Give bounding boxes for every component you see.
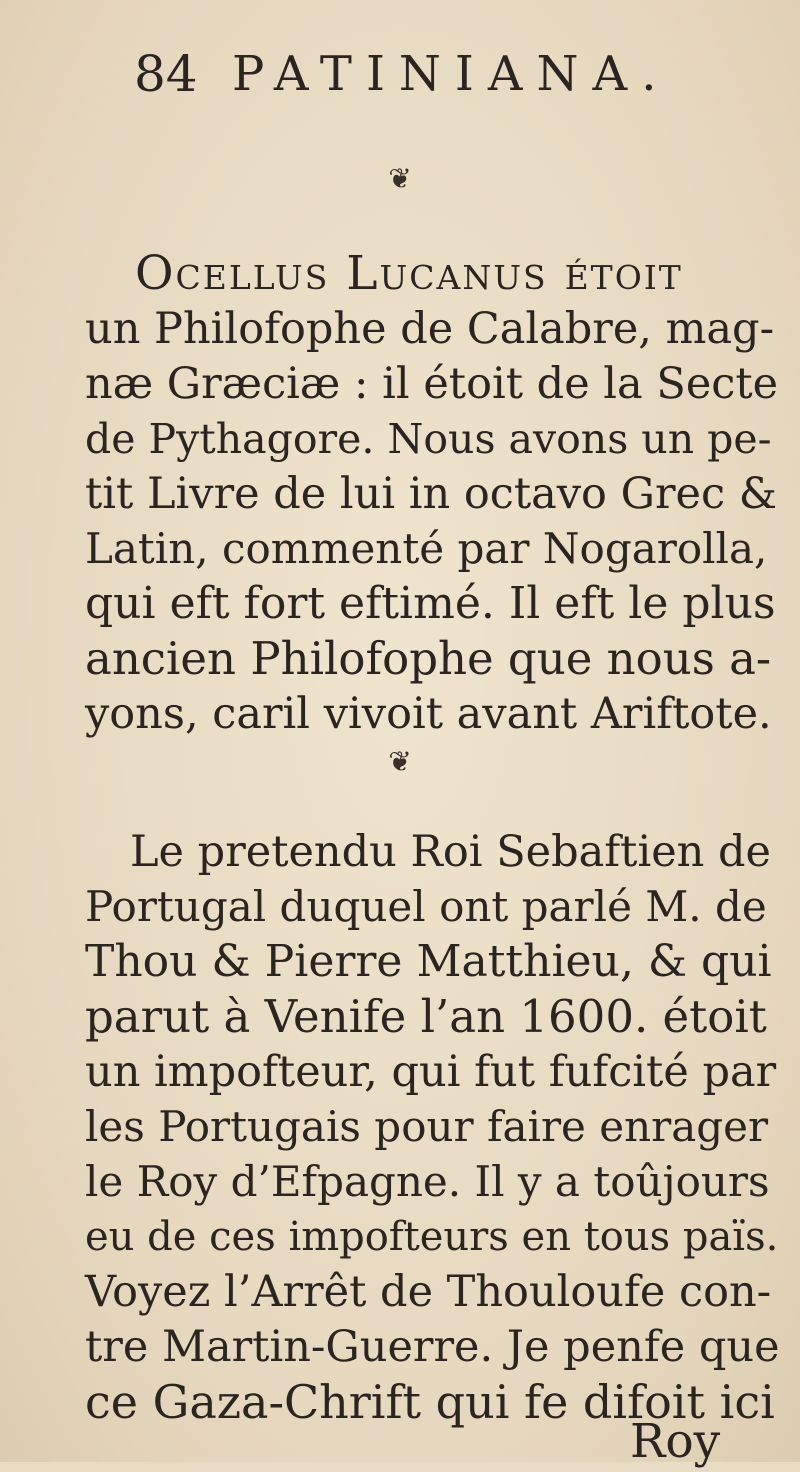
text-line: Ocellus Lucanus étoit [135, 246, 683, 301]
text-line: ancien Philofophe que nous a- [85, 632, 772, 685]
page-header [118, 44, 718, 104]
text-line: parut à Venife l’an 1600. étoit [85, 990, 767, 1043]
running-title: PATINIANA. [232, 46, 671, 102]
fleuron-ornament: ❦ [388, 162, 412, 195]
text-line: yons, caril vivoit avant Ariftote. [85, 689, 772, 739]
text-line: de Pythagore. Nous avons un pe- [85, 415, 772, 463]
text-line: ce Gaza-Chrift qui fe difoit ici [85, 1375, 775, 1429]
text-line: Voyez l’Arrêt de Thouloufe con- [85, 1267, 772, 1317]
fleuron-ornament: ❦ [388, 745, 412, 778]
text-line: Le pretendu Roi Sebaftien de [130, 827, 771, 877]
text-line: Latin, commenté par Nogarolla, [85, 524, 768, 573]
text-line: un impofteur, qui fut fufcité par [85, 1047, 777, 1097]
text-line: Thou & Pierre Matthieu, & qui [85, 936, 772, 987]
text-line: tre Martin-Guerre. Je penfe que [85, 1322, 780, 1372]
text-line: un Philofophe de Calabre, mag- [85, 304, 775, 354]
text-line: tit Livre de lui in octavo Grec & [85, 469, 777, 519]
text-line: le Roy d’Efpagne. Il y a toûjours [85, 1157, 770, 1206]
page-number: 84 [134, 45, 198, 103]
text-line: qui eft fort eftimé. Il eft le plus [85, 578, 776, 629]
text-line: næ Græciæ : il étoit de la Secte [85, 359, 779, 409]
catchword: Roy [630, 1414, 721, 1469]
text-line: eu de ces impofteurs en tous païs. [85, 1214, 779, 1260]
text-line: Portugal duquel ont parlé M. de [85, 882, 767, 931]
text-line: les Portugais pour faire enrager [85, 1102, 769, 1151]
